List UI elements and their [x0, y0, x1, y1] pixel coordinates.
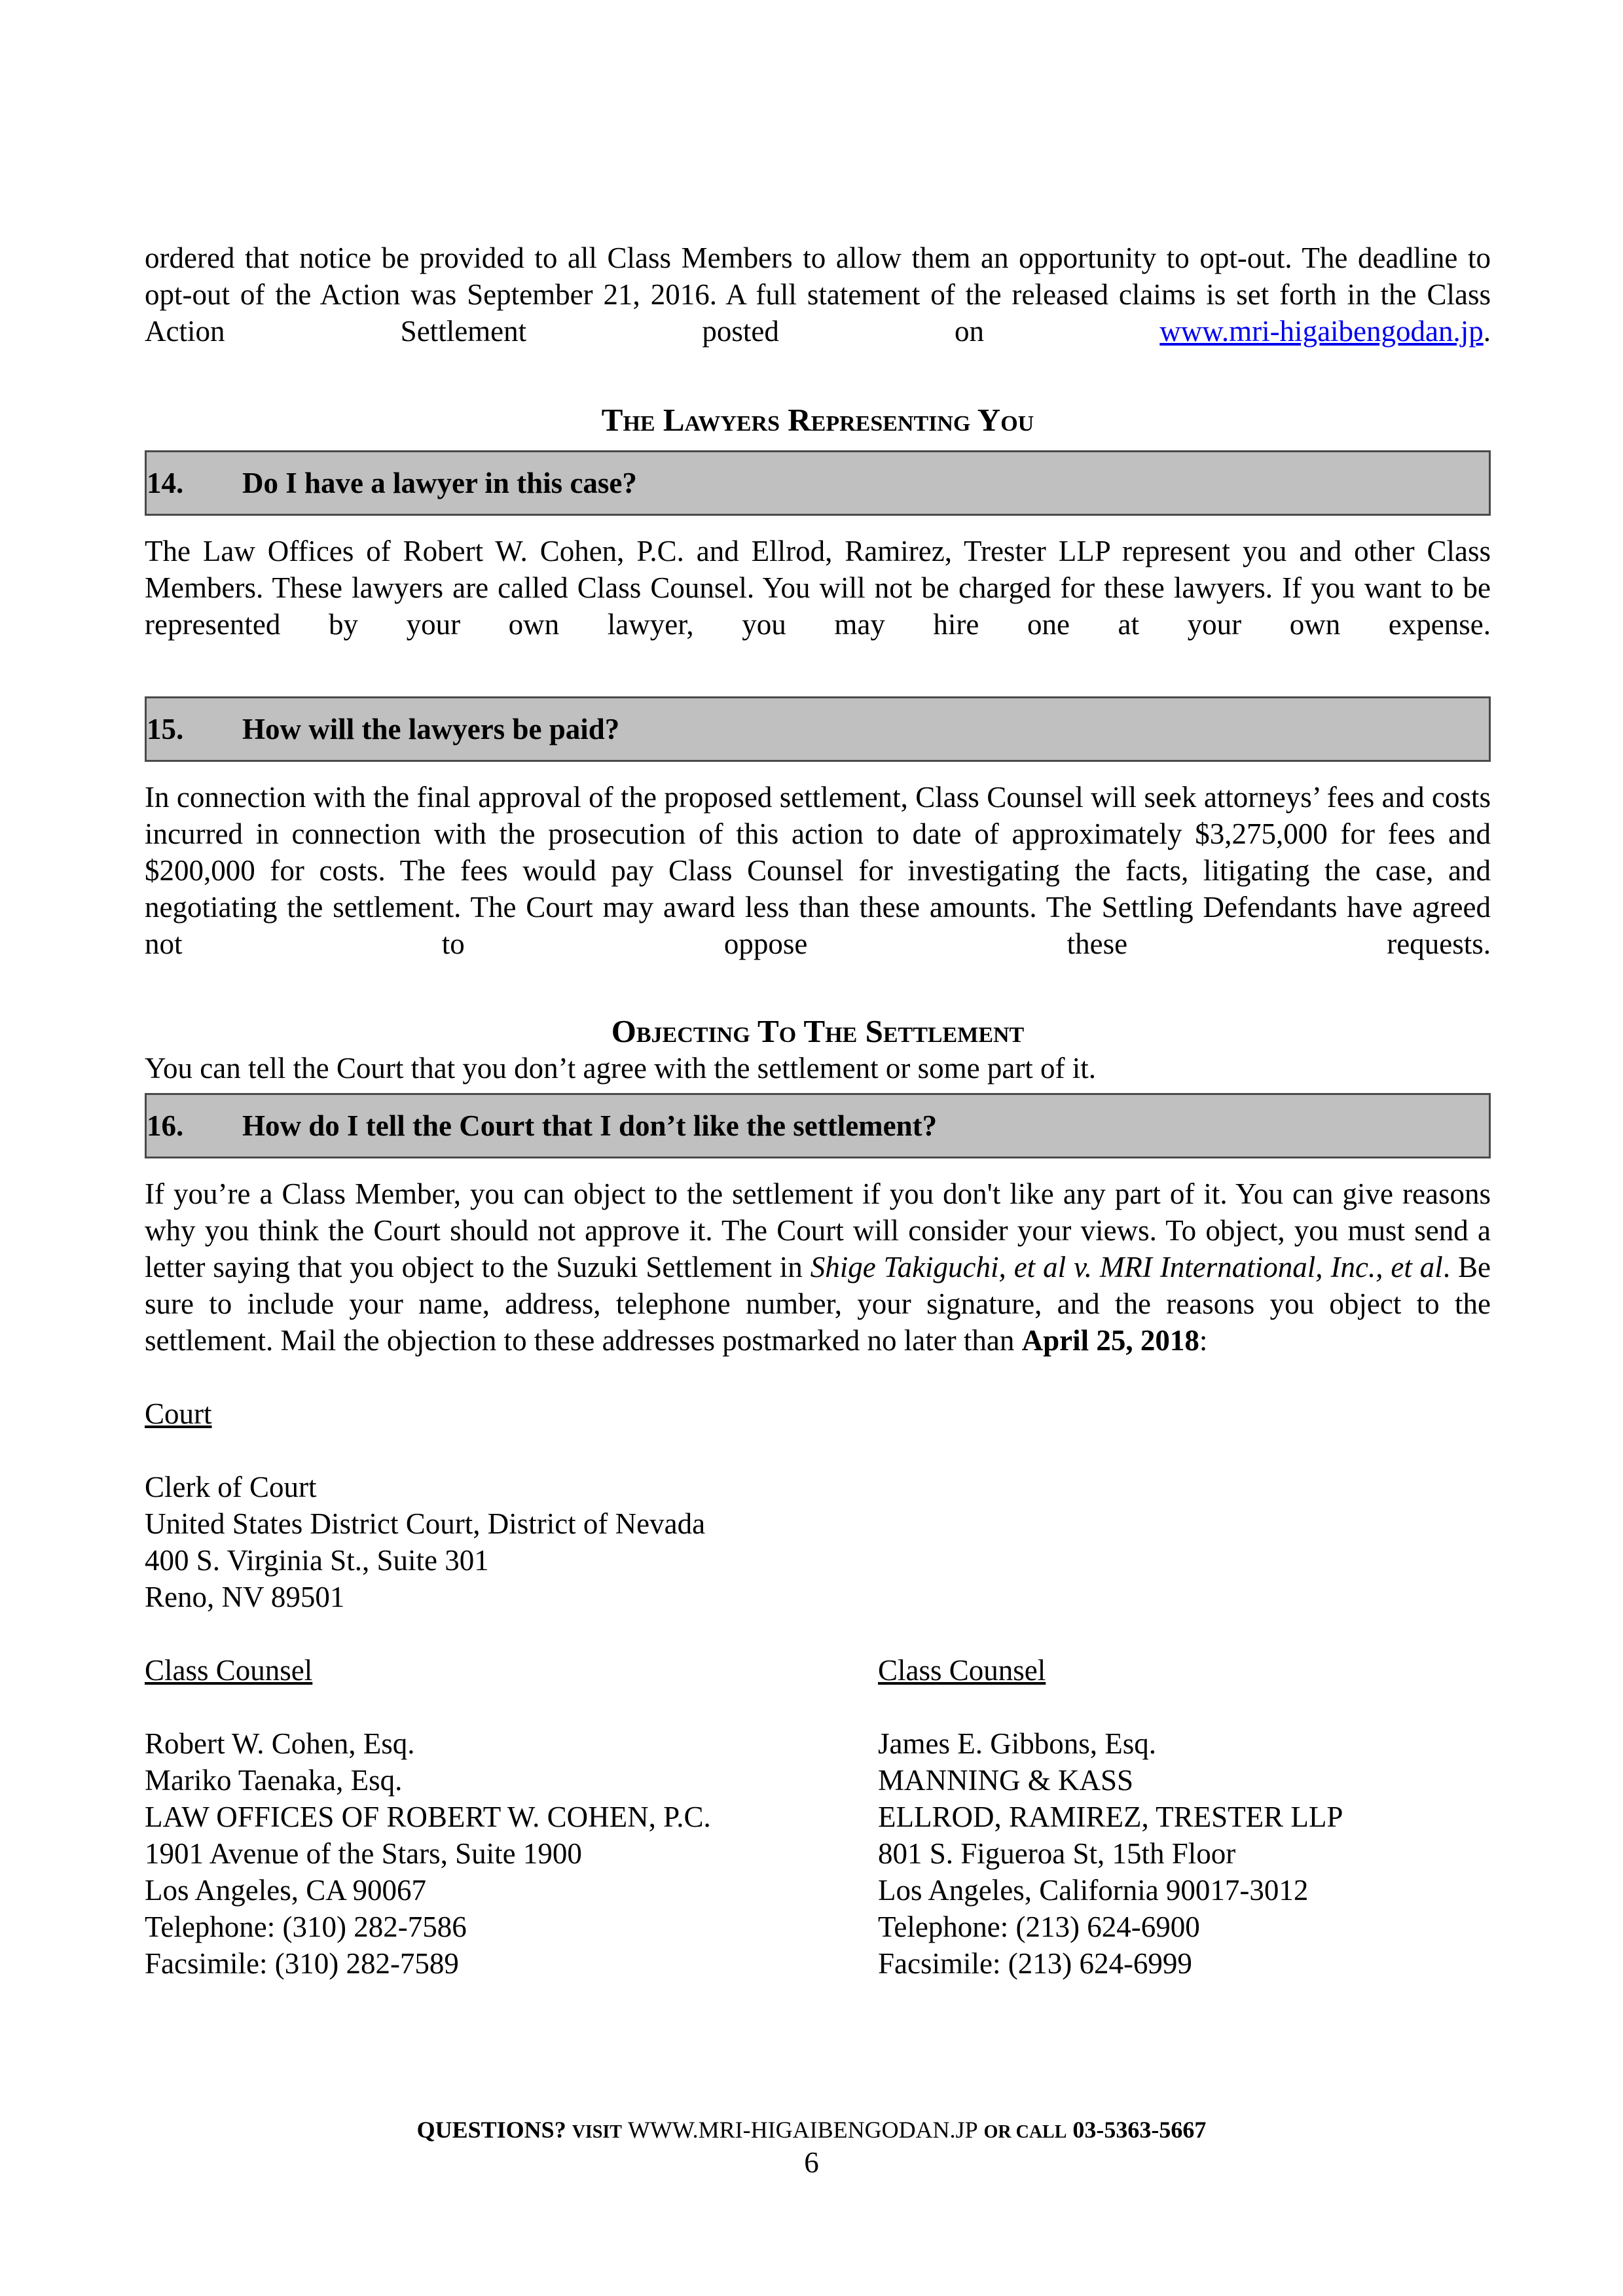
question-14-box: [145, 450, 1491, 516]
answer-16: [145, 1175, 1491, 1359]
counsel-left-line: LAW OFFICES OF ROBERT W. COHEN, P.C.: [145, 1801, 711, 1833]
footer-phone: 03-5363-5667: [1072, 2117, 1207, 2143]
question-16-box: [145, 1093, 1491, 1158]
answer-15: In connection with the final approval of the proposed settlement, Class Counsel will seek attorneys’ fees and costs incurred in connection with the prosecution of this action to date of approximately $3,275,000 for fees and $200,000 for costs. The fees would pay Class Counsel for investigating the facts, litigating the case, and negotiating the settlement. The Court may award less than these amounts. The Settling Defendants have agreed not to oppose these requests.: [145, 781, 1491, 960]
counsel-right-line: 801 S. Figueroa St, 15th Floor: [878, 1837, 1236, 1870]
website-link[interactable]: www.mri-higaibengodan.jp: [1159, 315, 1484, 348]
class-counsel-right-block: [878, 1652, 1343, 1982]
section-title-lawyers: The Lawyers Representing You: [601, 402, 1034, 438]
answer-16-part-1: If you’re a Class Member, you can object to the settlement if you don't like any part of it. You can give reasons why you think the Court should not approve it. The Court will consider your views. To object, you must send a letter saying that you object to the Suzuki Settlement in: [145, 1177, 1491, 1283]
page-number: 6: [804, 2146, 819, 2179]
court-line: United States District Court, District of Nevada: [145, 1507, 706, 1540]
footer-visit: VISIT: [572, 2122, 622, 2142]
counsel-left-line: Robert W. Cohen, Esq.: [145, 1727, 415, 1760]
counsel-left-line: Facsimile: (310) 282-7589: [145, 1947, 459, 1980]
question-15-number: 15.: [147, 713, 184, 745]
intro-paragraph: [145, 240, 1491, 386]
counsel-right-line: James E. Gibbons, Esq.: [878, 1727, 1156, 1760]
question-15-box: [145, 696, 1491, 762]
counsel-right-line: Los Angeles, California 90017-3012: [878, 1874, 1309, 1907]
answer-16-part-2: . Be sure to include your name, address, telephone number, your signature, and the reasons you object to the settlement. Mail the objection to these addresses postmarked no later than: [145, 1251, 1491, 1357]
intro-text-1: ordered that notice be provided to all Class Members to allow them an opportunity to opt-out. The deadline to opt-out of the Action was September 21, 2016. A full statement of the released claims is set forth in the Class Action Settlement posted on: [145, 242, 1491, 348]
page-body: [145, 240, 1491, 1982]
class-counsel-left-heading: Class Counsel: [145, 1654, 313, 1687]
case-name: Shige Takiguchi, et al v. MRI International, Inc., et al: [810, 1251, 1443, 1283]
footer-questions: QUESTIONS?: [416, 2117, 566, 2143]
counsel-left-line: Los Angeles, CA 90067: [145, 1874, 427, 1907]
answer-16-part-3: :: [1199, 1324, 1208, 1357]
court-line: Clerk of Court: [145, 1471, 317, 1503]
question-16-text: How do I tell the Court that I don’t like the settlement?: [242, 1109, 938, 1142]
counsel-right-line: ELLROD, RAMIREZ, TRESTER LLP: [878, 1801, 1343, 1833]
section-title-objecting: Objecting To The Settlement: [611, 1013, 1025, 1049]
question-15-text: How will the lawyers be paid?: [242, 713, 620, 745]
court-line: 400 S. Virginia St., Suite 301: [145, 1544, 489, 1577]
counsel-right-line: MANNING & KASS: [878, 1764, 1134, 1797]
footer-or-call: OR CALL: [983, 2122, 1067, 2142]
question-16-number: 16.: [147, 1109, 184, 1142]
counsel-left-line: Telephone: (310) 282-7586: [145, 1910, 467, 1943]
court-address-block: [145, 1395, 1491, 1615]
court-heading: Court: [145, 1397, 212, 1430]
intro-text-2: .: [1483, 315, 1491, 348]
counsel-left-line: 1901 Avenue of the Stars, Suite 1900: [145, 1837, 582, 1870]
counsel-left-line: Mariko Taenaka, Esq.: [145, 1764, 403, 1797]
objecting-intro: You can tell the Court that you don’t agree with the settlement or some part of it.: [145, 1052, 1097, 1085]
court-line: Reno, NV 89501: [145, 1581, 345, 1613]
question-14-text: Do I have a lawyer in this case?: [242, 467, 637, 499]
answer-14: The Law Offices of Robert W. Cohen, P.C. and Ellrod, Ramirez, Trester LLP represent you and other Class Members. These lawyers are called Class Counsel. You will not be charged for these lawyers. If you want to be represented by your own lawyer, you may hire one at your own expense.: [145, 535, 1491, 641]
question-14-number: 14.: [147, 467, 184, 499]
class-counsel-section: [145, 1652, 1491, 1982]
footer-url[interactable]: WWW.MRI-HIGAIBENGODAN.JP: [627, 2117, 978, 2143]
counsel-right-line: Facsimile: (213) 624-6999: [878, 1947, 1192, 1980]
counsel-right-line: Telephone: (213) 624-6900: [878, 1910, 1200, 1943]
class-counsel-right-heading: Class Counsel: [878, 1654, 1046, 1687]
objection-deadline: April 25, 2018: [1021, 1324, 1199, 1357]
